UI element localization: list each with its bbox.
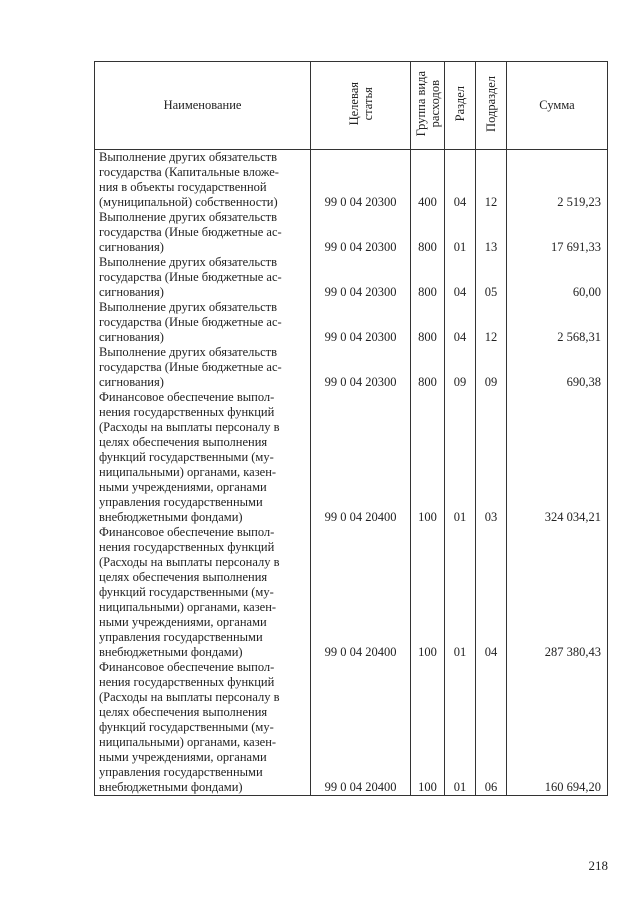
table-row xyxy=(95,525,608,660)
row-name-text: Выполнение других обязательств государства (Иные бюджетные ас- сигнования) xyxy=(99,210,282,254)
row-name-text: Выполнение других обязательств государства (Иные бюджетные ас- сигнования) xyxy=(99,255,282,299)
row-group: 400 xyxy=(411,150,445,211)
row-stat: 99 0 04 20400 xyxy=(311,525,411,660)
row-name xyxy=(95,345,311,390)
row-sum: 324 034,21 xyxy=(507,390,608,525)
row-stat: 99 0 04 20400 xyxy=(311,660,411,796)
header-sum: Сумма xyxy=(507,62,608,150)
row-stat: 99 0 04 20300 xyxy=(311,345,411,390)
row-section: 01 xyxy=(445,390,476,525)
header-section xyxy=(445,62,476,150)
row-section: 01 xyxy=(445,525,476,660)
table-row xyxy=(95,660,608,796)
row-sum: 287 380,43 xyxy=(507,525,608,660)
row-sum: 60,00 xyxy=(507,255,608,300)
header-subsection-label: Подраздел xyxy=(484,75,498,132)
table-row xyxy=(95,300,608,345)
row-name xyxy=(95,210,311,255)
row-name xyxy=(95,255,311,300)
row-group: 800 xyxy=(411,345,445,390)
row-subsection: 06 xyxy=(476,660,507,796)
row-name-text: Финансовое обеспечение выпол- нения государственных функций (Расходы на выплаты персоналу в целях обеспечения выполнения функций государственными (му- ниципальными) органами, казен- ными учреждениями, органами управления государственными внебюджетными фондами) xyxy=(99,660,280,794)
header-stat-label: Целевая статья xyxy=(346,81,375,126)
row-name xyxy=(95,660,311,796)
budget-table xyxy=(94,61,608,796)
row-name-text: Выполнение других обязательств государства (Капитальные вложе- ния в объекты государственной (муниципальной) собственности) xyxy=(99,150,279,209)
table-header-row xyxy=(95,62,608,150)
row-subsection: 12 xyxy=(476,150,507,211)
table-body xyxy=(95,150,608,796)
row-name xyxy=(95,525,311,660)
row-sum: 690,38 xyxy=(507,345,608,390)
row-name xyxy=(95,390,311,525)
row-sum: 2 519,23 xyxy=(507,150,608,211)
row-group: 100 xyxy=(411,390,445,525)
table-row xyxy=(95,345,608,390)
row-section: 04 xyxy=(445,255,476,300)
row-sum: 160 694,20 xyxy=(507,660,608,796)
row-name-text: Выполнение других обязательств государства (Иные бюджетные ас- сигнования) xyxy=(99,345,282,389)
table-row xyxy=(95,150,608,211)
row-section: 09 xyxy=(445,345,476,390)
table-row xyxy=(95,390,608,525)
row-group: 100 xyxy=(411,660,445,796)
header-stat xyxy=(311,62,411,150)
row-name xyxy=(95,300,311,345)
row-subsection: 03 xyxy=(476,390,507,525)
table-row xyxy=(95,210,608,255)
row-group: 100 xyxy=(411,525,445,660)
row-stat: 99 0 04 20300 xyxy=(311,300,411,345)
row-stat: 99 0 04 20400 xyxy=(311,390,411,525)
row-section: 01 xyxy=(445,660,476,796)
row-section: 01 xyxy=(445,210,476,255)
header-group-label: Группа вида расходов xyxy=(413,70,442,137)
row-subsection: 09 xyxy=(476,345,507,390)
table-row xyxy=(95,255,608,300)
row-subsection: 12 xyxy=(476,300,507,345)
row-subsection: 13 xyxy=(476,210,507,255)
row-group: 800 xyxy=(411,300,445,345)
row-name-text: Выполнение других обязательств государства (Иные бюджетные ас- сигнования) xyxy=(99,300,282,344)
row-stat: 99 0 04 20300 xyxy=(311,150,411,211)
row-stat: 99 0 04 20300 xyxy=(311,255,411,300)
row-subsection: 05 xyxy=(476,255,507,300)
row-name-text: Финансовое обеспечение выпол- нения государственных функций (Расходы на выплаты персоналу в целях обеспечения выполнения функций государственными (му- ниципальными) органами, казен- ными учреждениями, органами управления государственными внебюджетными фондами) xyxy=(99,390,280,524)
header-section-label: Раздел xyxy=(453,85,467,122)
row-sum: 2 568,31 xyxy=(507,300,608,345)
row-name-text: Финансовое обеспечение выпол- нения государственных функций (Расходы на выплаты персоналу в целях обеспечения выполнения функций государственными (му- ниципальными) органами, казен- ными учреждениями, органами управления государственными внебюджетными фондами) xyxy=(99,525,280,659)
header-name: Наименование xyxy=(95,62,311,150)
row-section: 04 xyxy=(445,300,476,345)
row-name xyxy=(95,150,311,211)
row-section: 04 xyxy=(445,150,476,211)
page-number: 218 xyxy=(588,858,608,873)
row-group: 800 xyxy=(411,210,445,255)
row-subsection: 04 xyxy=(476,525,507,660)
header-subsection xyxy=(476,62,507,150)
row-group: 800 xyxy=(411,255,445,300)
row-sum: 17 691,33 xyxy=(507,210,608,255)
header-group xyxy=(411,62,445,150)
row-stat: 99 0 04 20300 xyxy=(311,210,411,255)
